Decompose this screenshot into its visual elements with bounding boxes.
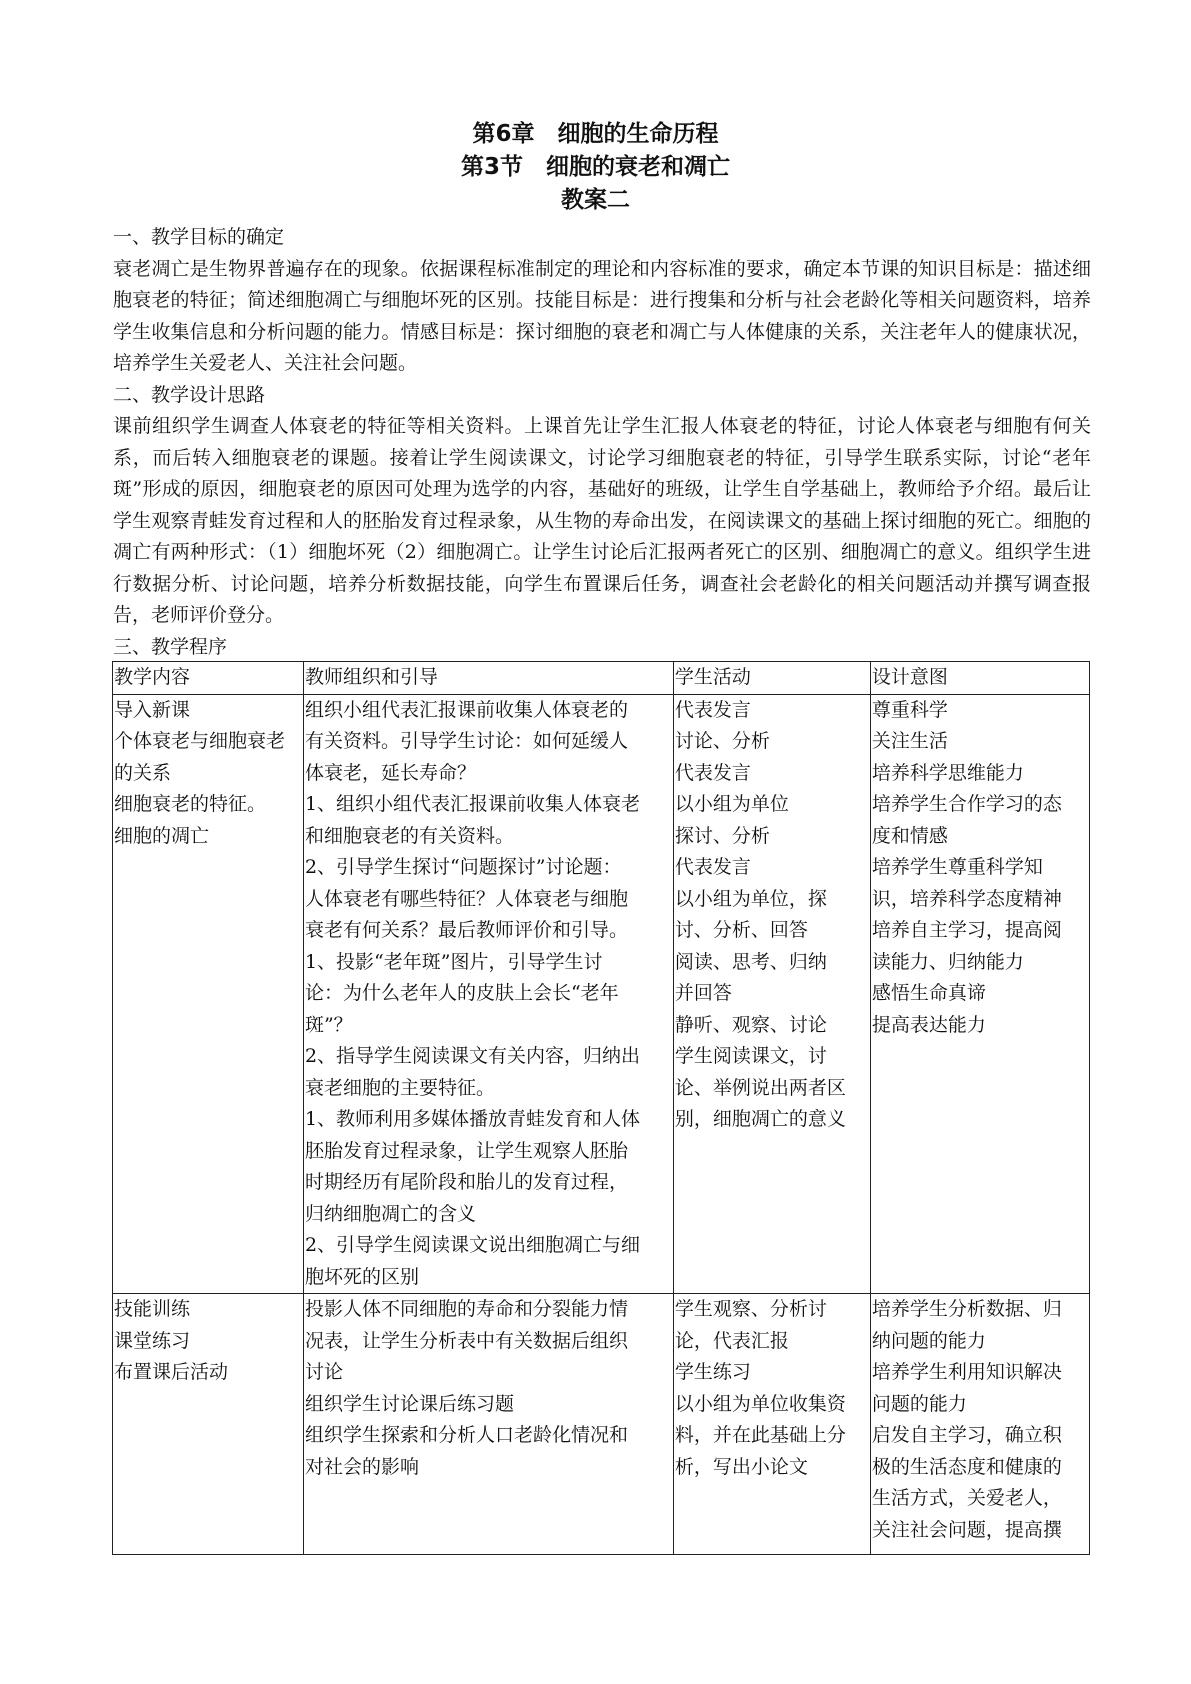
cell-line: 投影人体不同细胞的寿命和分裂能力情 — [304, 1298, 628, 1320]
cell-line: 生活方式，关爱老人， — [871, 1487, 1062, 1509]
cell-line: 2、引导学生阅读课文说出细胞凋亡与细 — [304, 1234, 641, 1256]
cell-line: 问题的能力 — [871, 1392, 967, 1415]
cell-line: 启发自主学习，确立积 — [871, 1424, 1062, 1446]
cell-line: 组织学生讨论课后练习题 — [304, 1392, 514, 1415]
section-paragraph-design: 课前组织学生调查人体衰老的特征等相关资料。上课首先让学生汇报人体衰老的特征，讨论人体衰老与细胞有何关系，而后转入细胞衰老的课题。接着让学生阅读课文，讨论学习细胞衰老的特征，引导学生联系实际，讨论“老年斑”形成的原因，细胞衰老的原因可处理为选学的内容，基础好的班级，让学生自学基础上，教师给予介绍。最后让学生观察青蛙发育过程和人的胚胎发育过程录象，从生物的寿命出发，在阅读课文的基础上探讨细胞的死亡。细胞的凋亡有两种形式：（1）细胞坏死（2）细胞凋亡。让学生讨论后汇报两者死亡的区别、细胞凋亡的意义。组织学生进行数据分析、讨论问题，培养分析数据技能，向学生布置课后任务，调查社会老龄化的相关问题活动并撰写调查报告，老师评价登分。 — [113, 415, 1091, 626]
teacher-cell — [303, 694, 673, 1294]
title-block — [0, 118, 1191, 217]
cell-line: 组织学生探索和分析人口老龄化情况和 — [304, 1424, 628, 1446]
content-cell — [113, 694, 304, 1294]
cell-line: 体衰老，延长寿命？ — [304, 761, 476, 784]
cell-line: 归纳细胞凋亡的含义 — [304, 1202, 476, 1225]
table-row — [113, 694, 1090, 1294]
cell-line: 学生观察、分析讨 — [674, 1298, 827, 1320]
cell-line: 以小组为单位 — [674, 793, 789, 815]
table-header-cell: 设计意图 — [870, 662, 1089, 695]
cell-line: 关注社会问题，提高撰 — [871, 1518, 1062, 1541]
cell-line: 衰老细胞的主要特征。 — [304, 1076, 495, 1099]
cell-line: 度和情感 — [871, 824, 948, 847]
student-cell — [673, 1294, 870, 1555]
teaching-procedure-table — [112, 661, 1090, 1555]
cell-line: 培养学生尊重科学知 — [871, 856, 1043, 878]
teacher-cell — [303, 1294, 673, 1555]
cell-line: 的关系 — [114, 761, 172, 784]
table-header-cell: 教学内容 — [113, 662, 304, 695]
cell-line: 关注生活 — [871, 730, 948, 752]
section-paragraph-goals: 衰老凋亡是生物界普遍存在的现象。依据课程标准制定的理论和内容标准的要求，确定本节课的知识目标是：描述细胞衰老的特征；简述细胞凋亡与细胞坏死的区别。技能目标是：进行搜集和分析与社会老龄化等相关问题资料，培养学生收集信息和分析问题的能力。情感目标是：探讨细胞的衰老和凋亡与人体健康的关系，关注老年人的健康状况，培养学生关爱老人、关注社会问题。 — [113, 257, 1091, 374]
cell-line: 静听、观察、讨论 — [674, 1013, 827, 1036]
cell-line: 况表，让学生分析表中有关数据后组织 — [304, 1329, 628, 1352]
cell-line: 2、指导学生阅读课文有关内容，归纳出 — [304, 1045, 641, 1067]
cell-line: 析，写出小论文 — [674, 1455, 808, 1478]
cell-line: 学生阅读课文，讨 — [674, 1045, 827, 1067]
cell-line: 人体衰老有哪些特征？人体衰老与细胞 — [304, 887, 628, 910]
cell-line: 1、组织小组代表汇报课前收集人体衰老 — [304, 793, 641, 815]
cell-line: 课堂练习 — [114, 1329, 191, 1352]
cell-line: 代表发言 — [674, 761, 751, 784]
cell-line: 个体衰老与细胞衰老 — [114, 730, 286, 752]
cell-line: 尊重科学 — [871, 698, 948, 721]
cell-line: 论：为什么老年人的皮肤上会长“老年 — [304, 982, 619, 1004]
cell-line: 2、引导学生探讨“问题探讨”讨论题： — [304, 856, 622, 878]
cell-line: 代表发言 — [674, 698, 751, 721]
cell-line: 布置课后活动 — [114, 1361, 229, 1383]
cell-line: 讨论、分析 — [674, 730, 770, 752]
content-cell — [113, 1294, 304, 1555]
cell-line: 有关资料。引导学生讨论：如何延缓人 — [304, 730, 628, 752]
cell-line: 感悟生命真谛 — [871, 982, 986, 1004]
cell-line: 1、教师利用多媒体播放青蛙发育和人体 — [304, 1108, 641, 1130]
table-header-cell: 教师组织和引导 — [303, 662, 673, 695]
cell-line: 细胞衰老的特征。 — [114, 793, 267, 815]
cell-line: 技能训练 — [114, 1298, 191, 1320]
cell-line: 学生练习 — [674, 1361, 751, 1383]
body-text — [113, 222, 1091, 663]
cell-line: 并回答 — [674, 982, 732, 1004]
section-heading-procedure: 三、教学程序 — [113, 635, 228, 658]
cell-line: 培养科学思维能力 — [871, 761, 1024, 784]
section-heading-goals: 一、教学目标的确定 — [113, 226, 285, 248]
cell-line: 培养学生利用知识解决 — [871, 1361, 1062, 1383]
cell-line: 论、举例说出两者区 — [674, 1076, 846, 1099]
cell-line: 代表发言 — [674, 856, 751, 878]
cell-line: 讨论 — [304, 1361, 343, 1383]
plan-title: 教案二 — [561, 187, 630, 213]
cell-line: 培养学生分析数据、归 — [871, 1298, 1062, 1320]
cell-line: 讨、分析、回答 — [674, 919, 808, 941]
cell-line: 胞坏死的区别 — [304, 1265, 419, 1288]
cell-line: 时期经历有尾阶段和胎儿的发育过程， — [304, 1171, 628, 1193]
chapter-title: 第6章 细胞的生命历程 — [472, 121, 719, 147]
cell-line: 论，代表汇报 — [674, 1329, 789, 1352]
cell-line: 纳问题的能力 — [871, 1329, 986, 1352]
cell-line: 对社会的影响 — [304, 1455, 419, 1478]
intent-cell — [870, 694, 1089, 1294]
cell-line: 以小组为单位，探 — [674, 887, 827, 910]
cell-line: 组织小组代表汇报课前收集人体衰老的 — [304, 698, 628, 721]
cell-line: 衰老有何关系？最后教师评价和引导。 — [304, 919, 628, 941]
cell-line: 和细胞衰老的有关资料。 — [304, 824, 514, 847]
cell-line: 识，培养科学态度精神 — [871, 887, 1062, 910]
student-cell — [673, 694, 870, 1294]
table-row — [113, 1294, 1090, 1555]
cell-line: 阅读、思考、归纳 — [674, 950, 827, 973]
intent-cell — [870, 1294, 1089, 1555]
cell-line: 以小组为单位收集资 — [674, 1392, 846, 1415]
cell-line: 培养自主学习，提高阅 — [871, 919, 1062, 941]
table-header-row — [113, 662, 1090, 695]
cell-line: 细胞的凋亡 — [114, 824, 210, 847]
cell-line: 胚胎发育过程录象，让学生观察人胚胎 — [304, 1139, 628, 1162]
cell-line: 别，细胞凋亡的意义 — [674, 1108, 846, 1130]
cell-line: 探讨、分析 — [674, 824, 770, 847]
cell-line: 培养学生合作学习的态 — [871, 793, 1062, 815]
cell-line: 导入新课 — [114, 698, 191, 721]
cell-line: 料，并在此基础上分 — [674, 1424, 846, 1446]
section-heading-design: 二、教学设计思路 — [113, 383, 266, 406]
section-title: 第3节 细胞的衰老和凋亡 — [460, 154, 730, 180]
cell-line: 斑”？ — [304, 1013, 353, 1036]
table-header-cell: 学生活动 — [673, 662, 870, 695]
cell-line: 提高表达能力 — [871, 1013, 986, 1036]
cell-line: 1、投影“老年斑”图片，引导学生讨 — [304, 950, 603, 973]
cell-line: 极的生活态度和健康的 — [871, 1455, 1062, 1478]
cell-line: 读能力、归纳能力 — [871, 950, 1024, 973]
